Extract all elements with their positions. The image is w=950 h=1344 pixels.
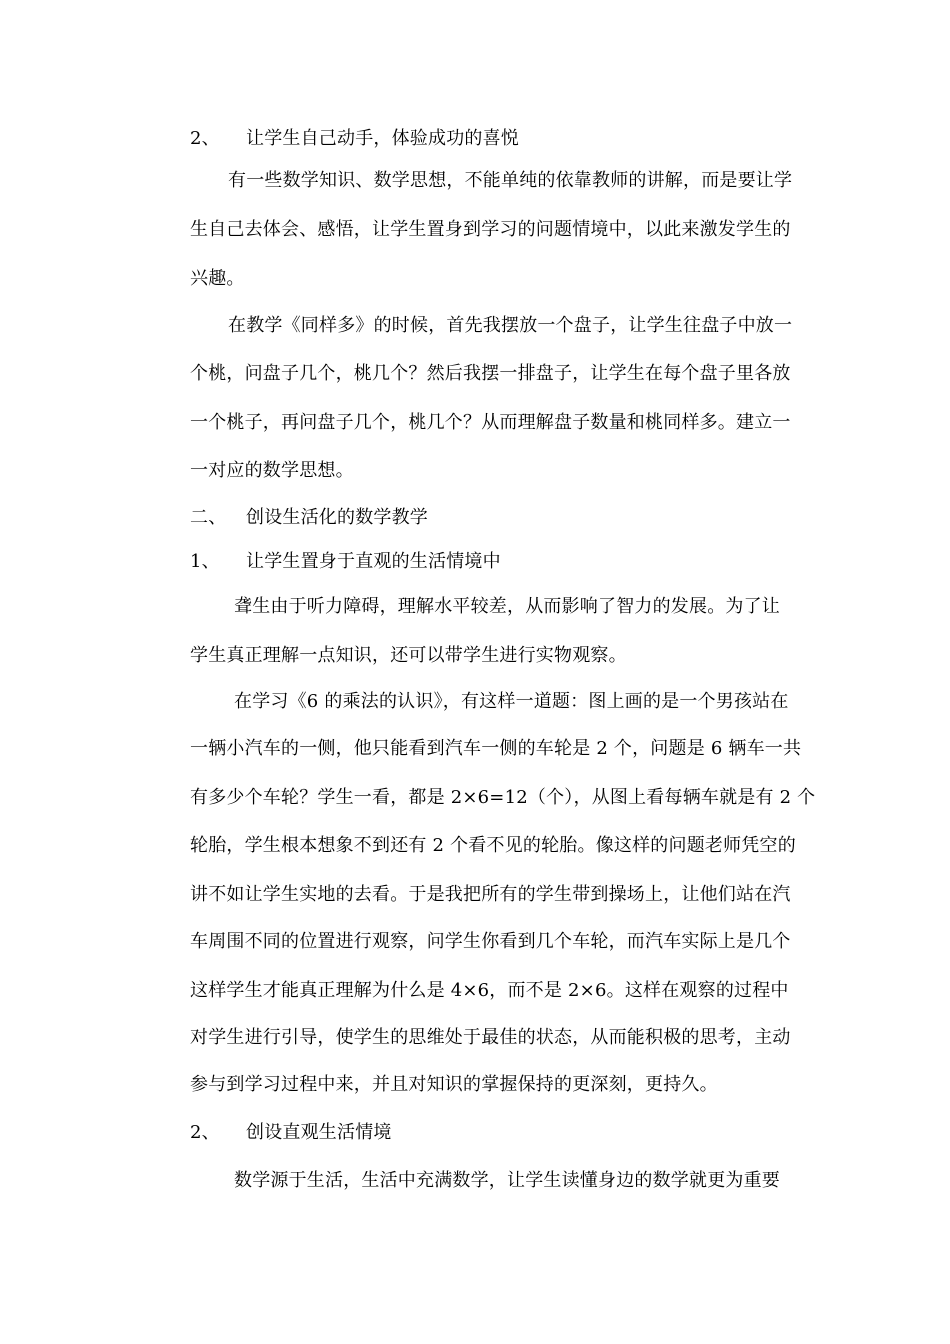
paragraph-line: 有多少个车轮？学生一看，都是 2×6=12（个），从图上看每辆车就是有 2 个 [190, 787, 816, 808]
paragraph-line: 数学源于生活，生活中充满数学，让学生读懂身边的数学就更为重要 [234, 1170, 780, 1191]
heading-text: 让学生自己动手，体验成功的喜悦 [246, 128, 519, 149]
paragraph-line: 一辆小汽车的一侧，他只能看到汽车一侧的车轮是 2 个，问题是 6 辆车一共 [190, 738, 802, 759]
heading-number: 二、 [190, 507, 227, 528]
heading-text: 创设直观生活情境 [246, 1122, 392, 1143]
section-heading [190, 503, 830, 533]
section-heading [190, 1118, 830, 1148]
paragraph-line: 学生真正理解一点知识，还可以带学生进行实物观察。 [190, 645, 627, 666]
heading-text: 创设生活化的数学教学 [246, 507, 428, 528]
paragraph-line: 参与到学习过程中来，并且对知识的掌握保持的更深刻，更持久。 [190, 1074, 718, 1095]
paragraph-line: 对学生进行引导，使学生的思维处于最佳的状态，从而能积极的思考，主动 [190, 1027, 791, 1048]
paragraph-line: 生自己去体会、感悟，让学生置身到学习的问题情境中，以此来激发学生的 [190, 219, 791, 240]
paragraph-line: 讲不如让学生实地的去看。于是我把所有的学生带到操场上，让他们站在汽 [190, 884, 791, 905]
paragraph-line: 一对应的数学思想。 [190, 460, 354, 481]
paragraph-line: 在教学《同样多》的时候，首先我摆放一个盘子，让学生往盘子中放一 [228, 315, 793, 336]
paragraph-line: 车周围不同的位置进行观察，问学生你看到几个车轮，而汽车实际上是几个 [190, 931, 791, 952]
paragraph-line: 个桃，问盘子几个，桃几个？然后我摆一排盘子，让学生在每个盘子里各放 [190, 363, 791, 384]
paragraph-line: 兴趣。 [190, 268, 245, 289]
section-heading [190, 124, 830, 154]
heading-number: 2、 [190, 128, 220, 149]
paragraph-line: 一个桃子，再问盘子几个，桃几个？从而理解盘子数量和桃同样多。建立一 [190, 412, 791, 433]
heading-number: 2、 [190, 1122, 220, 1143]
paragraph-line: 在学习《6 的乘法的认识》，有这样一道题：图上画的是一个男孩站在 [234, 691, 789, 712]
section-heading [190, 547, 830, 577]
paragraph-line: 轮胎，学生根本想象不到还有 2 个看不见的轮胎。像这样的问题老师凭空的 [190, 835, 796, 856]
paragraph-line: 这样学生才能真正理解为什么是 4×6，而不是 2×6。这样在观察的过程中 [190, 980, 789, 1001]
heading-number: 1、 [190, 551, 220, 572]
paragraph-line: 聋生由于听力障碍，理解水平较差，从而影响了智力的发展。为了让 [234, 596, 780, 617]
paragraph-line: 有一些数学知识、数学思想，不能单纯的依靠教师的讲解，而是要让学 [228, 170, 793, 191]
heading-text: 让学生置身于直观的生活情境中 [246, 551, 501, 572]
